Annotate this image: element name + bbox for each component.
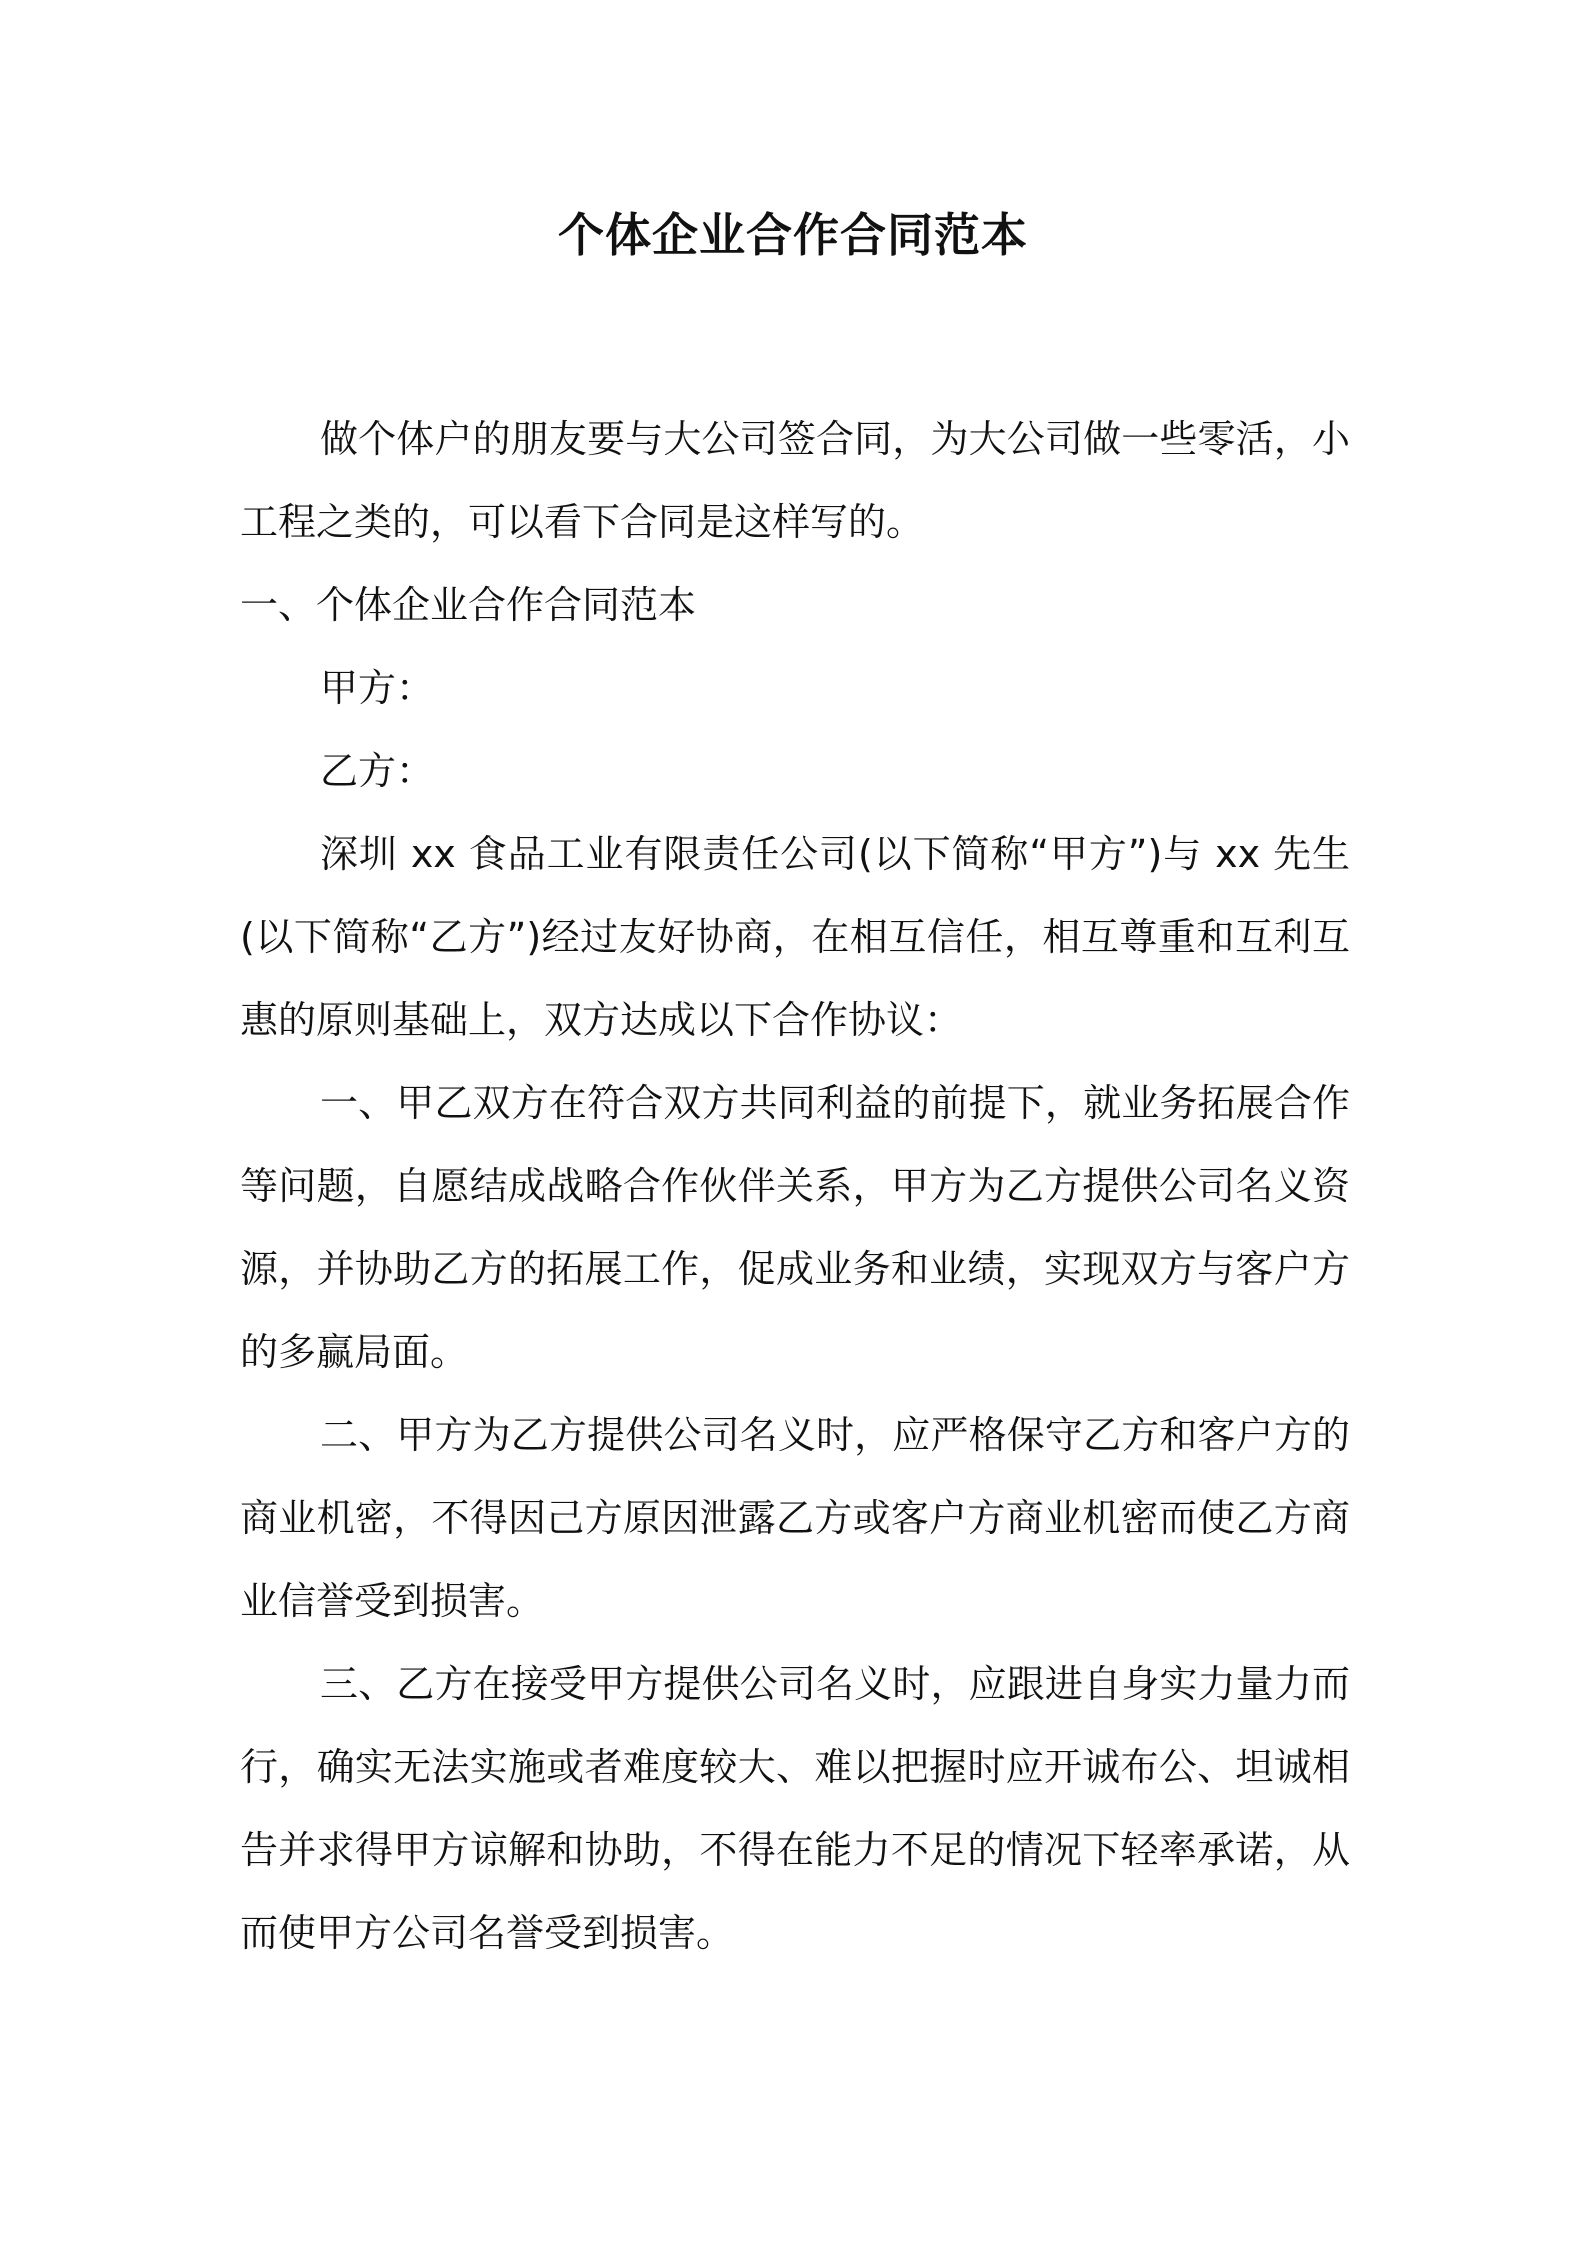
preamble-paragraph: 深圳 xx 食品工业有限责任公司(以下简称“甲方”)与 xx 先生(以下简称“乙方”)经过友好协商，在相互信任，相互尊重和互利互惠的原则基础上，双方达成以下合作协议： xyxy=(240,832,1350,1042)
clause-3-paragraph: 三、乙方在接受甲方提供公司名义时，应跟进自身实力量力而行，确实无法实施或者难度较大、难以把握时应开诚布公、坦诚相告并求得甲方谅解和协助，不得在能力不足的情况下轻率承诺，从而使甲方公司名誉受到损害。 xyxy=(240,1662,1350,1955)
intro-paragraph: 做个体户的朋友要与大公司签合同，为大公司做一些零活，小工程之类的，可以看下合同是这样写的。 xyxy=(240,417,1350,544)
party-b-label: 乙方： xyxy=(320,749,435,793)
document-body xyxy=(240,398,1350,1975)
party-a-label: 甲方： xyxy=(320,666,435,710)
section-heading: 一、个体企业合作合同范本 xyxy=(240,583,697,627)
document-title: 个体企业合作合同范本 xyxy=(558,208,1028,262)
clause-2-paragraph: 二、甲方为乙方提供公司名义时，应严格保守乙方和客户方的商业机密，不得因己方原因泄露乙方或客户方商业机密而使乙方商业信誉受到损害。 xyxy=(240,1413,1350,1623)
clause-1-paragraph: 一、甲乙双方在符合双方共同利益的前提下，就业务拓展合作等问题，自愿结成战略合作伙伴关系，甲方为乙方提供公司名义资源，并协助乙方的拓展工作，促成业务和业绩，实现双方与客户方的多赢局面。 xyxy=(240,1081,1350,1374)
